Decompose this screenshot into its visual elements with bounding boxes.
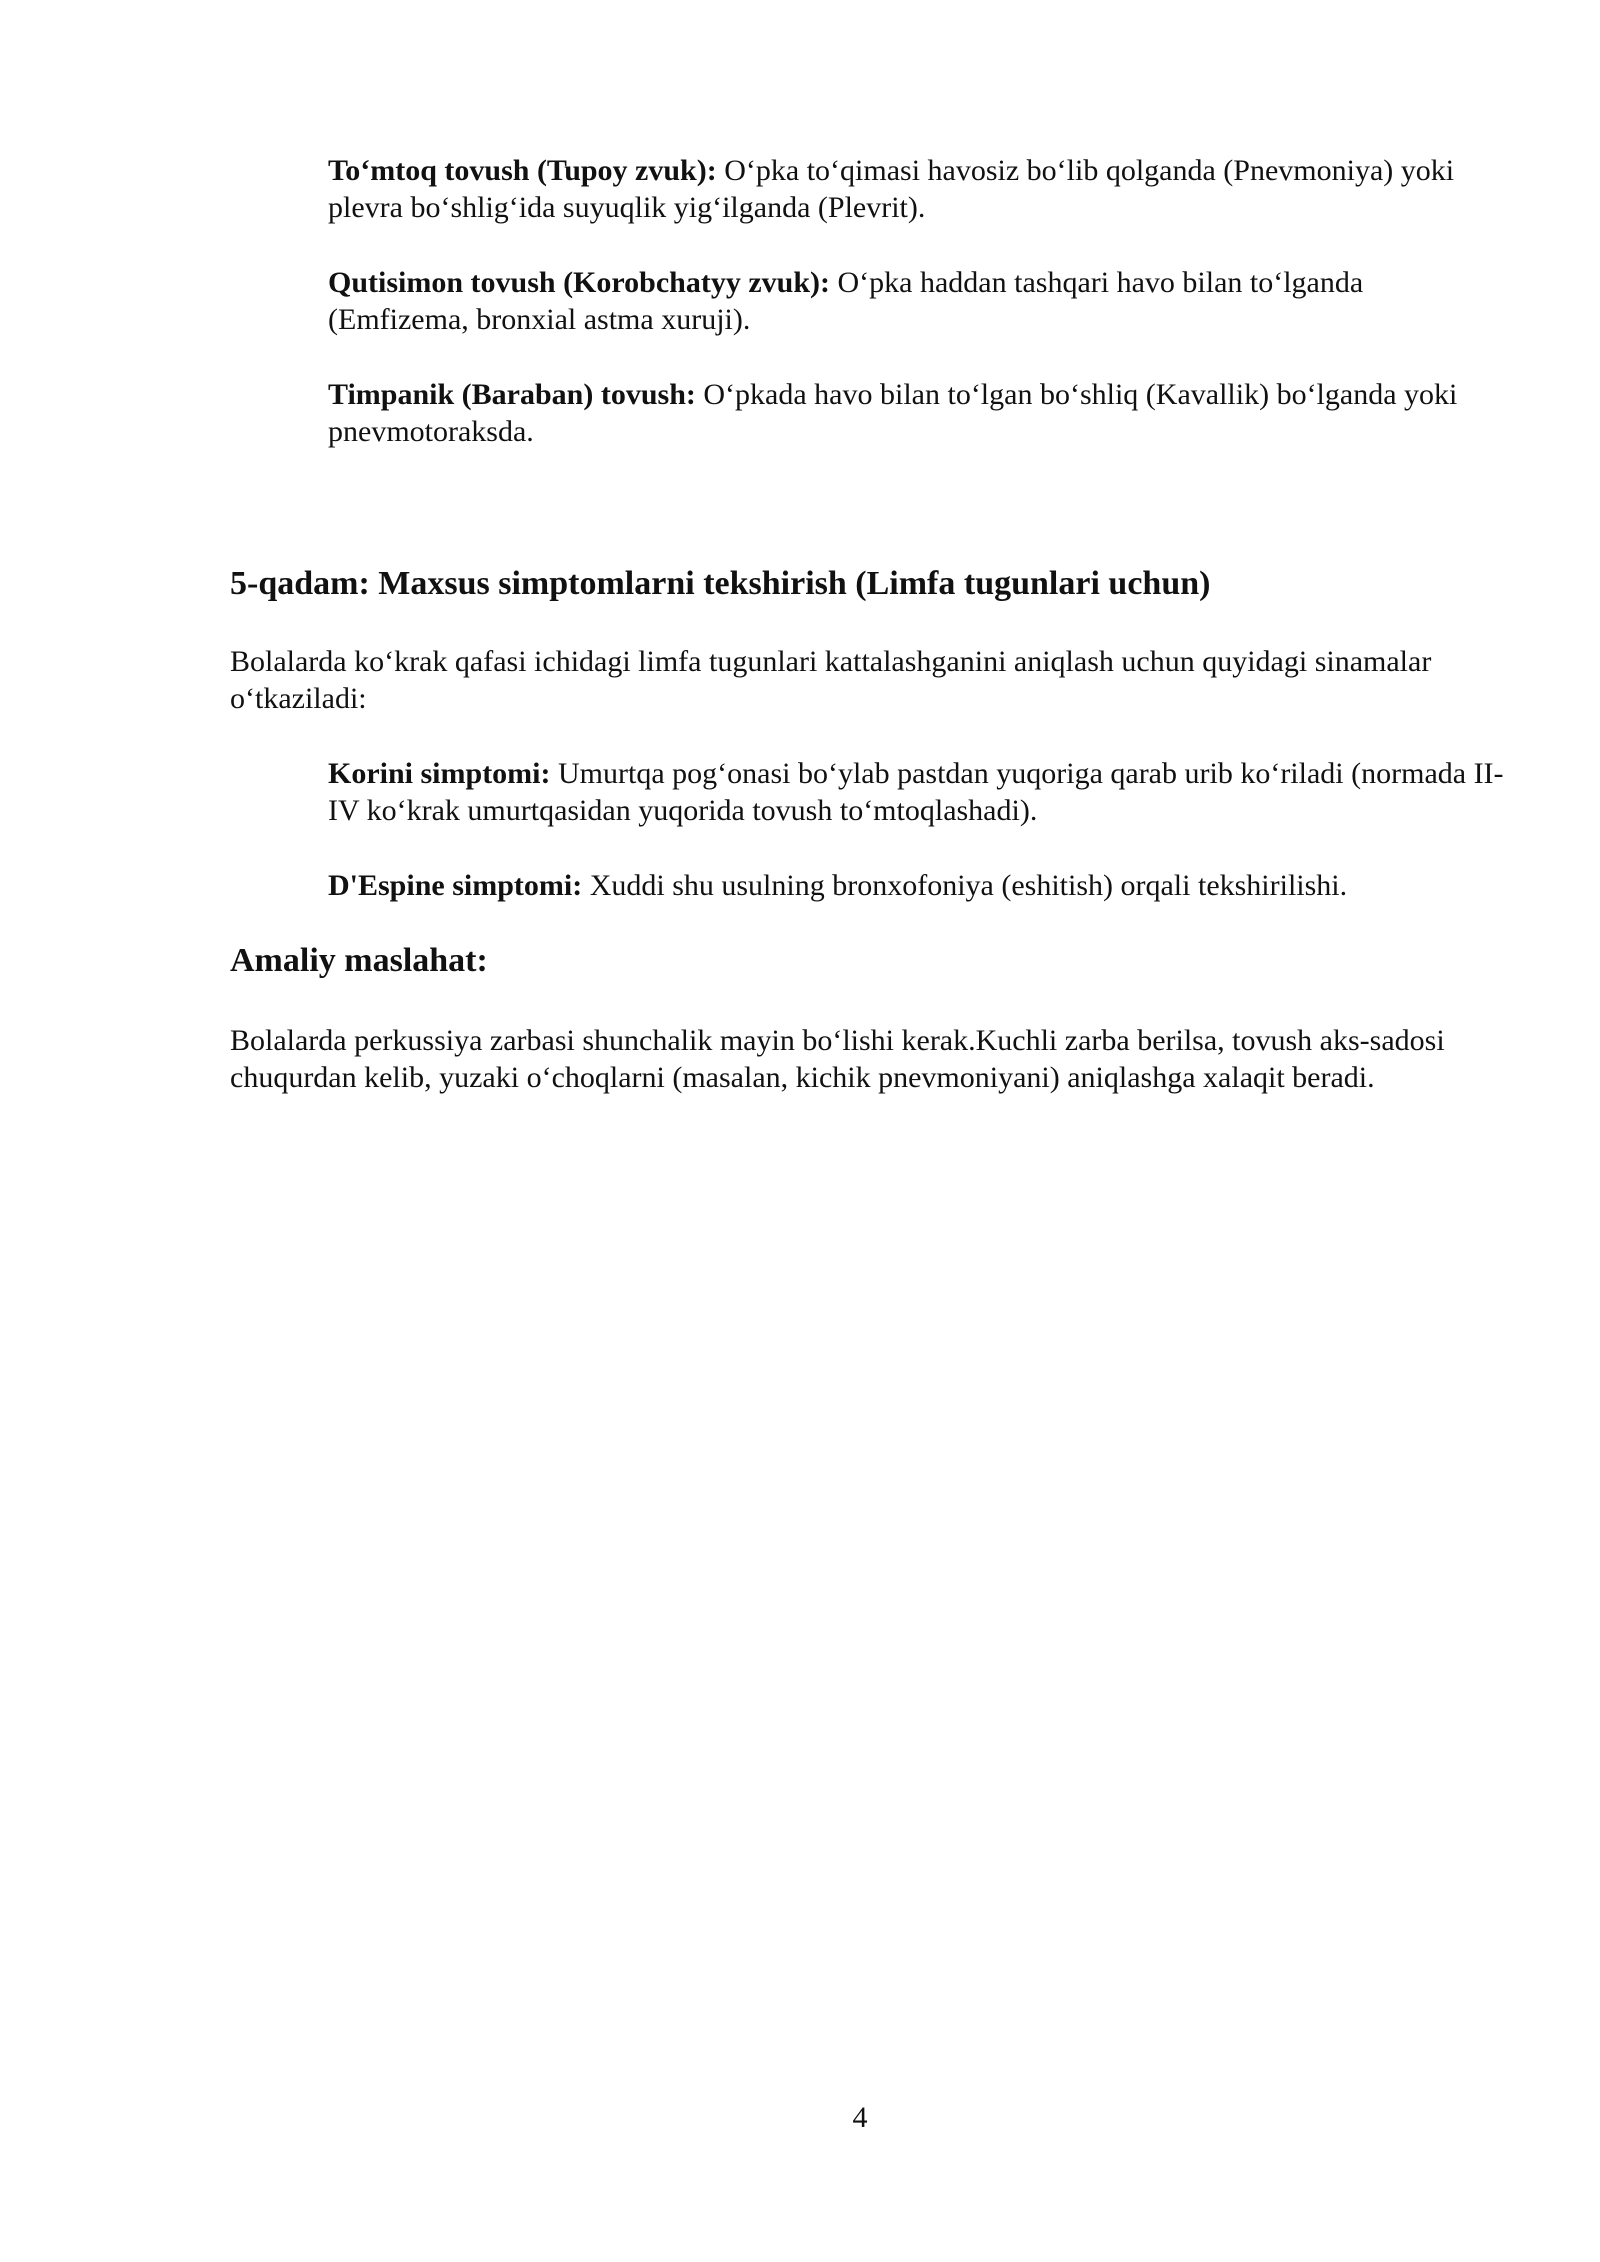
- step5-intro: Bolalarda ko‘krak qafasi ichidagi limfa tugunlari kattalashganini aniqlash uchun quyidagi sinamalar o‘tkaziladi:: [230, 645, 1432, 715]
- term-despine: D'Espine simptomi:: [328, 869, 583, 902]
- definition-boxed-sound: O‘pka haddan tashqari havo bilan to‘lganda (Emfizema, bronxial astma xuruji).: [328, 266, 1364, 336]
- percussion-item-boxed: [328, 264, 1508, 338]
- definition-tympanic-sound: O‘pkada havo bilan to‘lgan bo‘shliq (Kavallik) bo‘lganda yoki pnevmotoraksda.: [328, 378, 1458, 448]
- advice-heading: Amaliy maslahat:: [230, 942, 488, 979]
- advice-text: Bolalarda perkussiya zarbasi shunchalik mayin bo‘lishi kerak.Kuchli zarba berilsa, tovush aks-sadosi chuqurdan kelib, yuzaki o‘choqlarni (masalan, kichik pnevmoniyani) aniqlashga xalaqit beradi.: [230, 1024, 1445, 1094]
- term-dull-sound: To‘mtoq tovush (Tupoy zvuk):: [328, 154, 717, 187]
- term-tympanic-sound: Timpanik (Baraban) tovush:: [328, 378, 696, 411]
- symptom-korini: [328, 755, 1508, 829]
- term-korini: Korini simptomi:: [328, 757, 551, 790]
- step5-heading: 5-qadam: Maxsus simptomlarni tekshirish (Limfa tugunlari uchun): [230, 565, 1211, 602]
- term-boxed-sound: Qutisimon tovush (Korobchatyy zvuk):: [328, 266, 831, 299]
- percussion-item-tympanic: [328, 376, 1508, 450]
- definition-dull-sound: O‘pka to‘qimasi havosiz bo‘lib qolganda (Pnevmoniya) yoki plevra bo‘shlig‘ida suyuqlik yig‘ilganda (Plevrit).: [328, 154, 1455, 224]
- page-number: 4: [852, 2101, 868, 2134]
- symptom-despine: [328, 867, 1508, 904]
- definition-korini: Umurtqa pog‘onasi bo‘ylab pastdan yuqoriga qarab urib ko‘riladi (normada II-IV ko‘krak umurtqasidan yuqorida tovush to‘mtoqlashadi).: [328, 757, 1504, 827]
- percussion-item-dull: [328, 152, 1508, 226]
- definition-despine: Xuddi shu usulning bronxofoniya (eshitish) orqali tekshirilishi.: [582, 869, 1348, 902]
